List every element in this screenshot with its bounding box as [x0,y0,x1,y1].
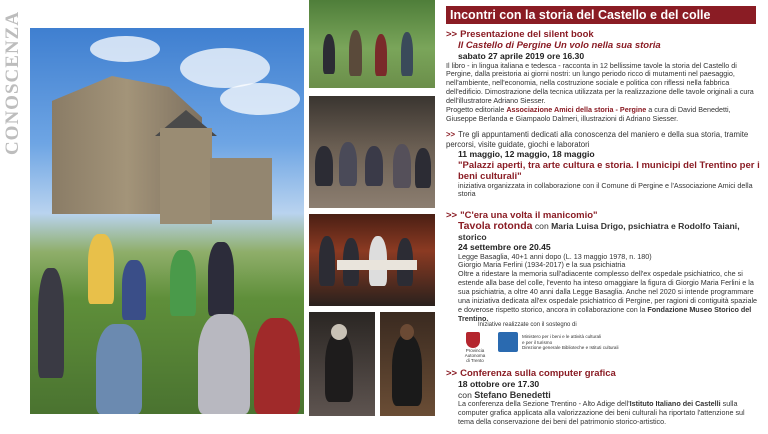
section1-credits: Progetto editoriale Associazione Amici della storia - Pergine a cura di David Benedetti, Giuseppe Berlanda e Giampaolo Dalmeri, illustrazioni di Adriano Siesser. [446,105,731,123]
section2-dates: 11 maggio, 12 maggio, 18 maggio [458,149,595,159]
section3-speakers: Maria Luisa Drigo, psichiatra e Rodolfo Taiani, storico [458,221,740,242]
section3-body: Oltre a ridestare la memoria sull'adiacente complesso dell'ex ospedale psichiatrico, che si estende alla base del colle, l'evento ha inteso omaggiare la figura di Giorgio Maria Ferlini e la sua psichiatria, a oltre 40 anni dalla Legge Basaglia. Anche nel 2020 si intende programmare una iniziativa dedicata all'ex ospedale psichiatrico di Pergine, per ragioni di contiguità spaziale e doverose rispetto storico, ancora in collaborazione con la Fondazione Museo Storico del Trentino. [458,269,758,323]
book-title: Il Castello di Pergine Un volo nella sua storia [458,40,661,51]
side-title: CONOSCENZA [2,10,23,156]
ministero-logo [498,332,518,352]
section-palazzi-aperti: >> Tre gli appuntamenti dedicati alla conoscenza del maniero e della sua storia, tramite percorsi, visite guidate, giochi e laboratori 11 maggio, 12 maggio, 18 maggio "Palazzi aperti, tra arte cultura e storia. I municipi del Trentino per i beni culturali" iniziativa organizzata in collaborazione con il Comune di Pergine e l'Associazione Amici della storia [446,130,760,199]
section-manicomio: >> "C'era una volta il manicomio" Tavola rotonda con Maria Luisa Drigo, psichiatra e Rodolfo Taiani, storico 24 settembre ore 20.45 Legge Basaglia, 40+1 anni dopo (L. 13 maggio 1978, n. 180) Giorgio Maria Ferlini (1934-2017) e la sua psichiatria Oltre a ridestare la memoria sull'adiacente complesso dell'ex ospedale psichiatrico, che si estende alla base del colle, l'evento ha inteso omaggiare la figura di Giorgio Maria Ferlini e la sua psichiatria, a oltre 40 anni dalla Legge Basaglia. Anche nel 2020 si intende programmare una iniziativa dedicata all'ex ospedale psichiatrico di Pergine, per ragioni di contiguità spaziale e doverose rispetto storico, ancora in collaborazione con la Fondazione Museo Storico del Trentino. [446,210,760,324]
page-title: Incontri con la storia del Castello e del colle [446,6,756,24]
section3-heading: "C'era una volta il manicomio" [460,210,598,221]
section1-heading: Presentazione del silent book [460,29,594,40]
photo-speaker [380,312,435,416]
photo-round-table [309,214,435,306]
section2-body: iniziativa organizzata in collaborazione con il Comune di Pergine e l'Associazione Amici della storia [458,180,753,199]
castle-photo [30,28,304,414]
section-silent-book: >> Presentazione del silent book Il Castello di Pergine Un volo nella sua storia sabato 27 aprile 2019 ore 16.30 Il libro - in lingua italiana e tedesca - racconta in 12 bellissime tavole la storia del Castello di Pergine, dalla preistoria ai giorni nostri: un lungo periodo ricco di mutamenti nel paesaggio, nell'ambiente, nell'economia, nella costruzione sociale e politica con riflessi nella fabbrica dell'edificio. Dimostrazione della tecnica utilizzata per la realizzazione delle tavole originali a cura dell'illustratore Adriano Siesser. Progetto editoriale Associazione Amici della storia - Pergine a cura di David Benedetti, Giuseppe Berlanda e Giampaolo Dalmeri, illustrazioni di Adriano Siesser. [446,29,760,124]
section1-body: Il libro - in lingua italiana e tedesca - racconta in 12 bellissime tavole la storia del Castello di Pergine, dalla preistoria ai giorni nostri: un lungo periodo ricco di mutamenti nel paesaggio, nell'ambiente, nell'economia, nella costruzione sociale e politica con riflessi nella fabbrica dell'edificio. Dimostrazione della tecnica utilizzata per la realizzazione delle tavole originali a cura dell'illustratore Adriano Siesser. [446,60,754,106]
provincia-trento-logo: Provincia Autonoma di Trento [458,332,488,360]
section-computer-grafica: >> Conferenza sulla computer grafica 18 ottobre ore 17.30 con Stefano Benedetti La conferenza della Sezione Trentino - Alto Adige dell'Istituto Italiano dei Castelli sulla computer grafica applicata alla valorizzazione dei beni culturali ha riportato l'attenzione sul tema della conservazione dei beni del patrimonio storico-artistico. [446,368,760,427]
photo-group-outdoors [309,0,435,88]
section4-date: 18 ottobre ore 17.30 [458,379,540,389]
photo-speaker-seated [309,312,375,416]
section4-body: La conferenza della Sezione Trentino - Alto Adige dell'Istituto Italiano dei Castelli sulla computer grafica applicata alla valorizzazione dei beni culturali ha riportato l'attenzione sul tema della conservazione dei beni del patrimonio storico-artistico. [458,399,745,426]
section2-intro: Tre gli appuntamenti dedicati alla conoscenza del maniero e della sua storia, tramite percorsi, visite guidate, giochi e laboratori [446,130,749,149]
photo-audience [309,96,435,208]
section2-title: "Palazzi aperti, tra arte cultura e storia. I municipi del Trentino per i beni culturali" [458,159,760,182]
section1-date: sabato 27 aprile 2019 ore 16.30 [458,51,585,61]
section3-date: 24 settembre ore 20.45 [458,242,551,252]
section4-speaker: Stefano Benedetti [474,389,551,400]
section4-heading: Conferenza sulla computer grafica [460,368,616,379]
sponsor-logos: Iniziative realizzate con il sostegno di Provincia Autonoma di Trento Ministero per i beni e le attività culturali e per il turismo Direzione generale Biblioteche e Istituti culturali [458,322,628,362]
